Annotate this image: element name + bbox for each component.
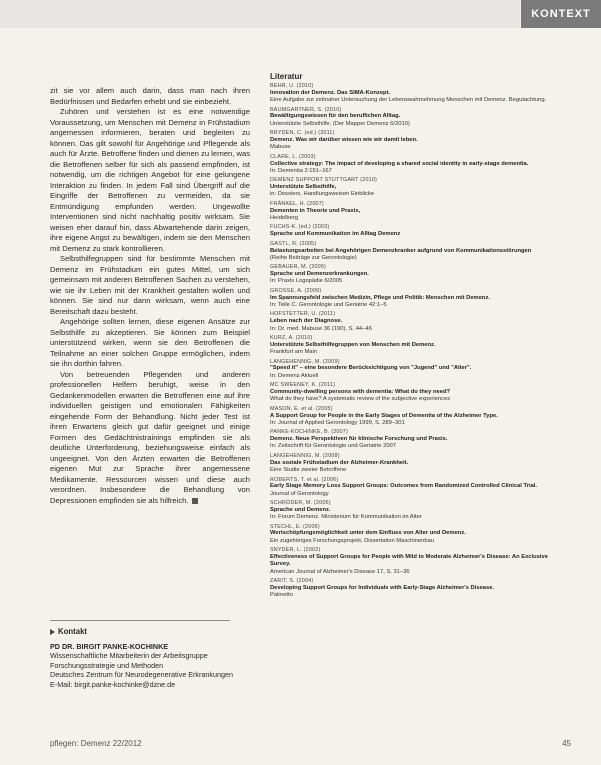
reference-item xyxy=(270,107,570,128)
reference-authors: DEMENZ SUPPORT STUTTGART (2010) xyxy=(270,177,378,184)
contact-line: Forschungsstrategie und Methoden xyxy=(50,660,164,670)
reference-authors: ZARIT, S. (2004) xyxy=(270,578,314,585)
header-band xyxy=(0,0,520,28)
reference-title: Developing Support Groups for Individuals with Early-Stage Alzheimer's Disease. xyxy=(270,584,495,591)
reference-source: In: Dementia 2:151–167 xyxy=(270,167,332,174)
reference-source: Mabuse xyxy=(270,144,291,151)
reference-authors: MASON, E. et al. (2005) xyxy=(270,405,333,412)
reference-title: Community-dwelling persons with dementia: What do they need? xyxy=(270,389,451,396)
reference-item xyxy=(270,453,570,474)
reference-title: Demenz. Was wir darüber wissen wie wir damit leben. xyxy=(270,136,418,143)
contact-heading xyxy=(50,627,250,636)
reference-item xyxy=(270,288,570,309)
reference-source: (Reihe Beiträge zur Gerontologie) xyxy=(270,254,357,261)
reference-title: Sprache und Kommunikation im Alltag Demenz xyxy=(270,231,401,238)
reference-item xyxy=(270,382,570,403)
reference-authors: BEHR, U. (2010) xyxy=(270,83,314,89)
reference-source: in: Dossiers, Handlungsweisen Einblicke xyxy=(270,191,375,198)
reference-authors: STECHL, E. (2006) xyxy=(270,523,320,530)
reference-item xyxy=(270,264,570,285)
contact-line: Wissenschaftliche Mitarbeiterin der Arbeitsgruppe xyxy=(50,651,208,660)
literature-title: Literatur xyxy=(270,72,303,81)
reference-authors: HOFSTETTER, U. (2011) xyxy=(270,311,336,318)
reference-authors: MC SWEENEY, K. (2011) xyxy=(270,382,336,389)
reference-title: Sprache und Demenz. xyxy=(270,506,331,513)
reference-source: In: Dr. med. Mabuse 36 (190), S. 44–46 xyxy=(270,325,372,332)
reference-source: In: Praxis Logopädie 6/2005 xyxy=(270,278,343,285)
reference-item xyxy=(270,241,570,262)
reference-authors: FRÄNKEL, H. (2007) xyxy=(270,200,324,207)
reference-authors: FUCHS-K. (ed.) (2003) xyxy=(270,224,330,231)
reference-authors: SNYDER, L. (2002) xyxy=(270,547,321,554)
reference-title: Collective strategy: The impact of developing a shared social identity in early-stage dementia. xyxy=(270,160,529,167)
reference-title: Sprache und Demenzerkrankungen. xyxy=(270,271,369,278)
reference-item xyxy=(270,429,570,450)
triangle-arrow-icon xyxy=(50,629,55,635)
end-square-icon xyxy=(192,498,198,504)
reference-source: Unterstützte Selbsthilfe. (Der Mapper Demenz 6/2010) xyxy=(270,120,410,127)
reference-authors: KURZ, A. (2010) xyxy=(270,335,313,342)
reference-source: In: Teile C. Gerontologie und Geriatrie 42:1–5 xyxy=(270,302,387,308)
reference-title: Demenz. Neue Perspektiven für klinische Forschung und Praxis. xyxy=(270,436,448,443)
reference-authors: BAUMGARTNER, S. (2010) xyxy=(270,106,342,113)
last-paragraph-text: Von betreuenden Pflegenden und anderen professionellen Helfern beruhigt, weise in den Gedankenmodellen erwarten die Betroffenen eine auf ihre individuellen geistigen und emotionalen Fähigkeiten eingehende Form der Behandlung. Nicht jeder Test ist ihren Erwartens gleich gut dafür geeignet und einige Formen des Gedächtnistrainings empfinden sie als deutliche Unterforderung, beziehungsweise einfach als ungeeignet. Von den Ärzten erwarten die Betroffenen eigenen Mut zur Sprache ihrer angemessene Medikamente. Ressourcen wissen und diese auch verordnen. Insbesondere die Behandlung von Depressionen empfinden sie als hilfreich. xyxy=(50,369,250,505)
reference-item xyxy=(270,177,570,198)
contact-box xyxy=(50,620,250,689)
body-paragraph: Angehörige sollten lernen, diese eigenen Ansätze zur Selbsthilfe zu akzeptieren. Sie können zum Beispiel unterstützend wirken, wenn sie den Betroffenen die Teilnahme an einer solchen Gruppe ermöglichen, indem sie ihn dorthin fahren. xyxy=(50,317,250,368)
reference-authors: GROSSE, A. (2009) xyxy=(270,287,322,294)
reference-authors: LANGEHENNIG, M. (2008) xyxy=(270,452,340,459)
reference-item xyxy=(270,335,570,356)
reference-title: Das soziale Frühstadium der Alzheimer-Krankheit. xyxy=(270,459,409,466)
reference-authors: PANKE-KOCHINKE, B. (2007) xyxy=(270,429,348,436)
reference-authors: CLARE, L. (2003) xyxy=(270,153,316,160)
reference-title: Innovation der Demenz. Das SIMA-Konzept. xyxy=(270,89,391,96)
reference-source: In: Demenz Aktuell xyxy=(270,372,319,379)
reference-title: Belastungsarbeiten bei Angehörigen Demenzkranker aufgrund von Kommunikationsstörungen xyxy=(270,247,532,254)
body-column xyxy=(50,86,250,506)
section-tag: KONTEXT xyxy=(521,0,601,28)
reference-item xyxy=(270,201,570,222)
body-paragraph: zit sie vor allem auch darin, dass man nach ihren Bedürfnissen und Bedarfen erhebt und sie einbezieht. xyxy=(50,86,250,106)
journal-name: pflegen: Demenz 22/2012 xyxy=(50,739,142,748)
reference-item xyxy=(270,154,570,175)
reference-item xyxy=(270,359,570,380)
contact-label: Kontakt xyxy=(58,627,88,636)
reference-title: Unterstützte Selbsthilfe, xyxy=(270,184,337,191)
reference-source: Eine Studie zweier Betroffene xyxy=(270,467,347,474)
reference-item xyxy=(270,406,570,427)
reference-source: Frankfurt am Main xyxy=(270,349,318,356)
reference-item xyxy=(270,311,570,332)
reference-item xyxy=(270,578,570,599)
reference-source: Journal of Gerontology xyxy=(270,490,329,497)
reference-title: Wertschöpfungsmöglichkeit unter dem Einfluss von Alter und Demenz. xyxy=(270,530,466,537)
reference-source: American Journal of Alzheimer's Disease 17, S. 31–36 xyxy=(270,568,410,575)
reference-item xyxy=(270,83,570,104)
reference-title: A Support Group for People in the Early Stages of Dementia of the Alzheimer Type. xyxy=(270,412,498,419)
contact-name: PD DR. BIRGIT PANKE-KOCHINKE xyxy=(50,642,169,651)
reference-title: Effectiveness of Support Groups for People with Mild to Moderate Alzheimer's Disease: An Exclusive Survey. xyxy=(270,554,548,568)
reference-source: Palmetto xyxy=(270,592,293,599)
reference-source: What do they have? A systematic review of the subjective experiences xyxy=(270,396,451,403)
reference-item xyxy=(270,130,570,151)
reference-title: Leben nach der Diagnose. xyxy=(270,318,343,325)
reference-authors: LANGEHENNIG, M. (2009) xyxy=(270,358,340,365)
reference-item xyxy=(270,477,570,498)
reference-authors: GASTL, R. (2005) xyxy=(270,240,317,247)
page-footer xyxy=(0,733,601,755)
reference-item xyxy=(270,224,570,238)
reference-title: Im Spannungsfeld zwischen Medizin, Pflege und Politik: Menschen mit Demenz. xyxy=(270,294,490,301)
reference-source: In: Journal of Applied Gerontology 1999, S. 289–301 xyxy=(270,419,405,426)
reference-source: In: Forum Demenz. Ministerium für Kommunikation im Alter xyxy=(270,514,422,521)
reference-title: Early Stage Memory Loss Support Groups: Outcomes from Randomized Controlled Clinical Trial. xyxy=(270,483,538,490)
reference-title: Bewältigungswissen für den beruflichen Alltag. xyxy=(270,113,401,120)
reference-title: Unterstützte Selbsthilfegruppen von Menschen mit Demenz. xyxy=(270,341,436,348)
body-paragraph: Zuhören und verstehen ist es eine notwendige Voraussetzung, um Menschen mit Demenz in Frühstadium angemessen informieren, beraten und begleiten zu können. Das gilt sowohl für Angehörige und Pflegende als auch für Ärzte. Betroffene finden und dienen zu lernen, was die Betroffenen selber für sich als passend empfinden, ist notwendig, um die richtigen Angebot für eine gelungene Interaktion zu finden. In jedem Fall sind Übergriff auf die Eingriffe der Betroffenen zu vermeiden, da sie Entmündigung empfunden werden. Ungewollte Interventionen sind nicht nachhaltig positiv wirksam. Sie weisen eher darauf hin, dass Abwartehende darin zeigen, ihre eigene Angst zu bewältigen, indem sie den Menschen mit Demenz zu stark kontrollieren. xyxy=(50,107,250,253)
reference-source: Eine Aufgabe zur zeitnaher Untersuchung der Lebenswahrnehmung Menschen mit Demenz. Begutachtung. xyxy=(270,97,547,104)
reference-title: "Speed it" – eine besondere Berücksichtigung von "Jugend" und "Alter". xyxy=(270,365,472,372)
reference-item xyxy=(270,547,570,576)
reference-list xyxy=(270,83,570,600)
body-paragraph: Selbsthilfegruppen sind für bestimmte Menschen mit Demenz im Frühstadium ein gutes Mittel, um sich gemeinsam mit anderen Betroffenen Sachen zu verstehen, wie sie ihr Leben mit der Krankheit gestalten wollen und können. Sie sind nur dann wirksam, wenn auch eine Bereitschaft dazu besteht. xyxy=(50,254,250,316)
page-number: 45 xyxy=(562,739,571,748)
reference-authors: ROBERTS, T. et al. (2006) xyxy=(270,476,339,483)
reference-authors: SCHRÖDER, M. (2005) xyxy=(270,500,331,507)
top-bar xyxy=(0,0,601,28)
reference-source: Ein zugehöriges Forschungsprojekt, Dissertation Maschinenbau xyxy=(270,537,435,544)
reference-source: Heidelberg xyxy=(270,214,299,221)
reference-item xyxy=(270,524,570,545)
reference-authors: GEBAUER, M. (2005) xyxy=(270,264,327,271)
literature-column xyxy=(270,72,570,602)
body-paragraph xyxy=(50,370,250,507)
divider xyxy=(50,620,230,621)
contact-line: Deutsches Zentrum für Neurodegenerative Erkrankungen xyxy=(50,670,233,680)
reference-authors: BRYDEN, C. (ed.) (2011) xyxy=(270,130,335,137)
reference-item xyxy=(270,500,570,521)
contact-email[interactable]: E-Mail: birgit.panke-kochinke@dzne.de xyxy=(50,679,176,689)
reference-title: Dementen in Theorie und Praxis, xyxy=(270,207,361,214)
reference-source: In: Zeitschrift für Gerontologie und Geriatrie 2007 xyxy=(270,443,396,450)
